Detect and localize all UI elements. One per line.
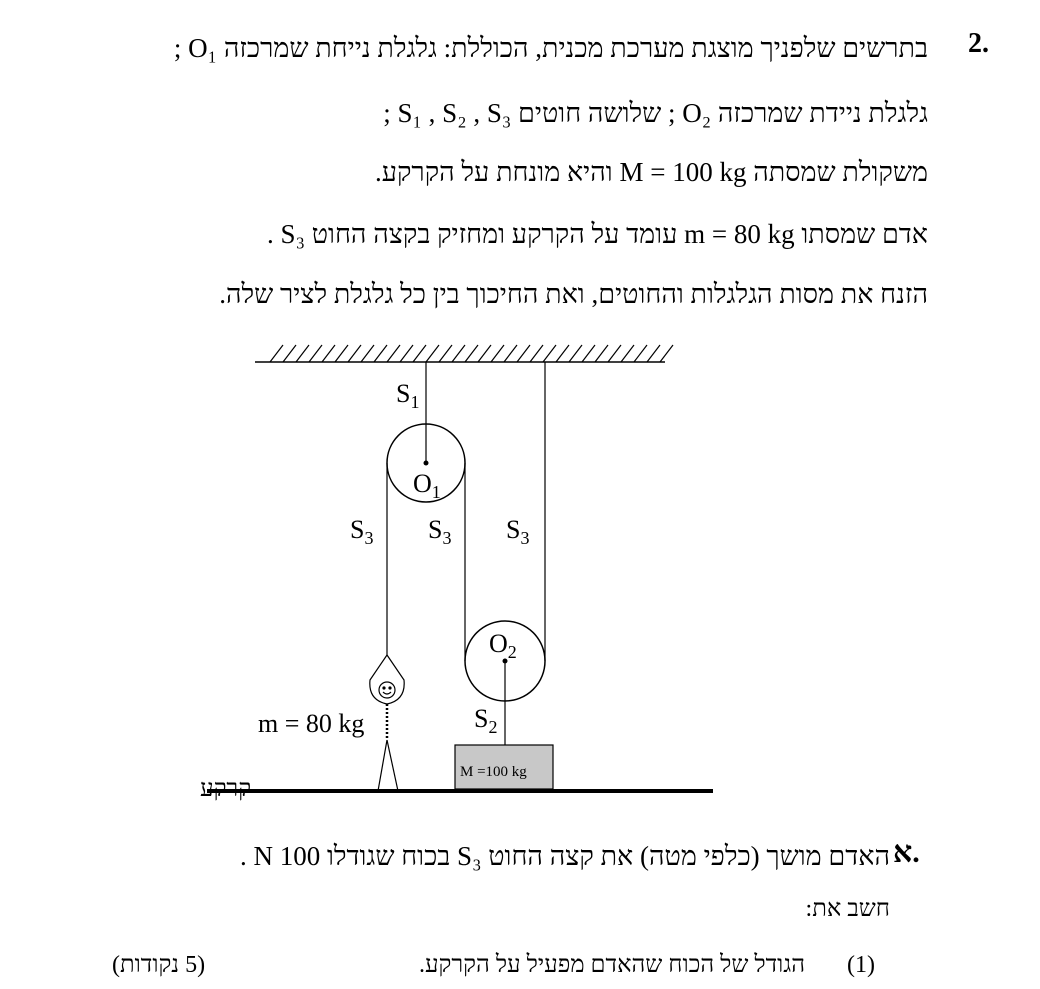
hatch-mark [335,345,348,362]
pulley-o1-center [424,461,429,466]
label-s1: $S_1$ [396,379,420,412]
hatch-mark [309,345,322,362]
person-leg-left [378,740,387,791]
hatch-mark [387,345,400,362]
question-line-5: הזנח את מסות הגלגלות והחוטים, ואת החיכוך בין כל גלגלת לציר שלה. [219,279,928,309]
hatch-mark [283,345,296,362]
part-a-line-1: האדם מושך (כלפי מטה) את קצה החוט S₃ בכוח שגודלו 100 N . [239,841,890,871]
hatch-mark [543,345,556,362]
hatch-mark [647,345,660,362]
question-line-2: גלגלת ניידת שמרכזה O₂ ; שלושה חוטים S₁ , S₂ , S₃ ; [383,98,928,128]
question-line-4: אדם שמסתו m = 80 kg עומד על הקרקע ומחזיק בקצה החוט S₃ . [267,219,928,249]
hatch-mark [530,345,543,362]
label-s3-middle: $S_3$ [428,515,452,548]
hatch-mark [270,345,283,362]
hatch-mark [465,345,478,362]
label-block-mass: M =100 kg [460,764,527,780]
hatch-mark [439,345,452,362]
hatch-mark [621,345,634,362]
hatch-mark [504,345,517,362]
question-line-1: בתרשים שלפניך מוצגת מערכת מכנית, הכוללת: גלגלת נייחת שמרכזה O₁ ; [173,33,928,63]
hatch-mark [478,345,491,362]
hatch-mark [426,345,439,362]
part-a-item-1-points: (5 נקודות) [112,952,206,978]
hatch-mark [374,345,387,362]
label-s3-right: $S_3$ [506,515,530,548]
question-line-3: משקולת שמסתה M = 100 kg והיא מונחת על הקרקע. [374,157,928,187]
part-a-marker: א. [893,836,920,869]
label-o1: $O_1$ [413,469,441,502]
part-a-item-1-text: הגודל של הכוח שהאדם מפעיל על הקרקע. [418,952,805,978]
hatch-mark [348,345,361,362]
hatch-mark [413,345,426,362]
person-head [379,682,395,698]
person-figure [370,655,404,791]
hatch-mark [296,345,309,362]
label-person-mass: m = 80 kg [258,709,365,738]
part-a-item-1-number: (1) [847,952,875,978]
part-a-line-2: חשב את: [805,896,890,922]
ceiling-hatching [270,345,673,362]
hatch-mark [608,345,621,362]
label-o2: $O_2$ [489,629,517,662]
label-s3-left: $S_3$ [350,515,374,548]
hatch-mark [595,345,608,362]
hatch-mark [322,345,335,362]
hatch-mark [361,345,374,362]
person-arms [370,655,404,704]
hatch-mark [517,345,530,362]
hatch-mark [660,345,673,362]
hatch-mark [569,345,582,362]
hatch-mark [452,345,465,362]
hatch-mark [556,345,569,362]
hatch-mark [582,345,595,362]
hatch-mark [634,345,647,362]
question-number: 2. [968,28,989,59]
label-ground: קרקע [200,776,252,802]
person-leg-right [387,740,398,791]
hatch-mark [400,345,413,362]
label-s2: $S_2$ [474,704,498,737]
hatch-mark [491,345,504,362]
